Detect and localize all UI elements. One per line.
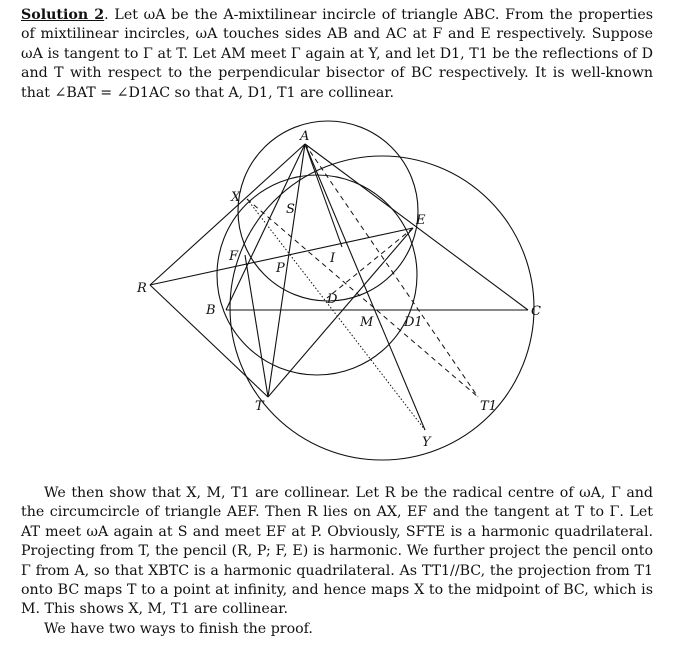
line-AI — [305, 144, 342, 247]
label-D: D — [327, 292, 338, 307]
line-ED — [327, 228, 413, 298]
label-C: C — [531, 304, 541, 319]
label-P: P — [276, 261, 285, 276]
line-RT — [150, 285, 268, 397]
solution-paragraph-3-text: We have two ways to finish the proof. — [44, 620, 313, 637]
line-FT — [245, 255, 268, 397]
label-T: T — [255, 399, 264, 414]
label-M: M — [360, 315, 374, 330]
line-RE — [150, 228, 413, 285]
label-Y: Y — [422, 435, 431, 450]
label-R: R — [137, 281, 147, 296]
label-T1: T1 — [480, 399, 497, 414]
label-F: F — [229, 249, 239, 264]
label-E: E — [416, 213, 426, 228]
label-S: S — [286, 202, 295, 217]
solution-paragraph-1-text: . Let ωA be the A-mixtilinear incircle of triangle ABC. From the properties of mixtilinear incircles, ωA touches sides AB and AC at F and E respectively. Suppose ωA is tangent to Γ at T. Let AM meet Γ again at Y, and let D1, T1 be the reflections of D and T with respect to the perpendicular bisector of BC respectively. It is well-known that ∠BAT = ∠D1AC so that A, D1, T1 are collinear. — [21, 7, 653, 101]
label-B: B — [206, 303, 216, 318]
solution-heading: Solution 2 — [21, 7, 105, 23]
solution-paragraph-2-text: We then show that X, M, T1 are collinear. Let R be the radical centre of ωA, Γ and the circumcircle of triangle AEF. Then R lies on AX, EF and the tangent at T to Γ. Let AT meet ωA again at S and meet EF at P. Obviously, SFTE is a harmonic quadrilateral. Projecting from T, the pencil (R, P; F, E) is harmonic. We further project the pencil onto Γ from A, so that XBTC is a harmonic quadrilateral. As TT1//BC, the projection from T1 onto BC maps T to a point at infinity, and hence maps X to the midpoint of BC, which is M. This shows X, M, T1 are collinear. — [21, 485, 653, 618]
label-A: A — [300, 129, 310, 144]
line-XY — [247, 199, 425, 430]
label-I: I — [330, 251, 336, 266]
solution-paragraph-2 — [21, 484, 653, 639]
label-D1: D1 — [404, 315, 423, 330]
label-X: X — [231, 190, 241, 205]
